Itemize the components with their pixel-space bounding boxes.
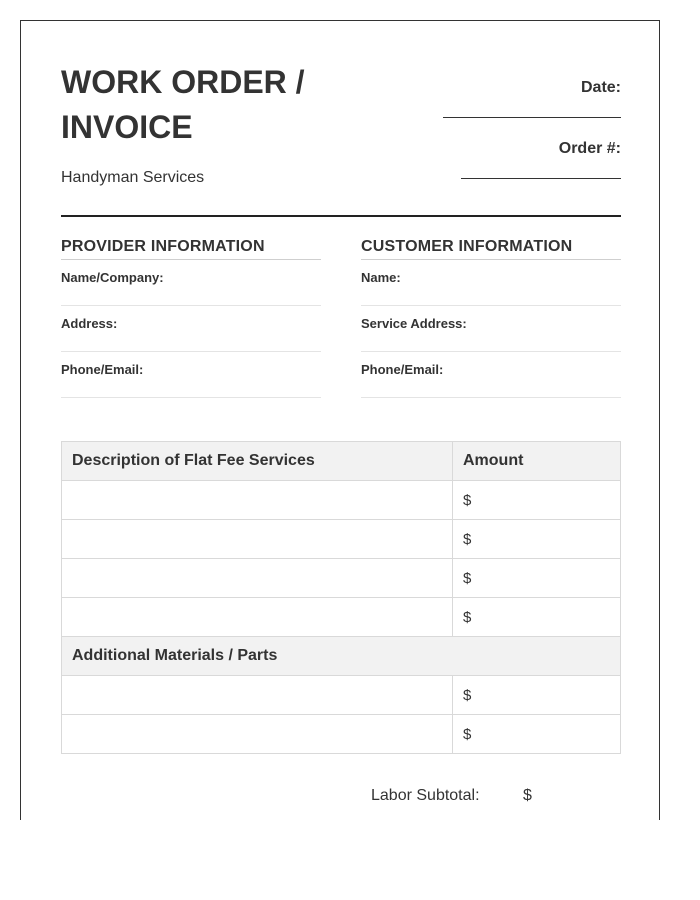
date-field[interactable] — [443, 117, 621, 118]
service-description-cell[interactable] — [62, 559, 453, 598]
title-line-1: WORK ORDER / — [61, 64, 305, 100]
table-row — [62, 559, 621, 598]
service-amount-cell[interactable] — [453, 481, 621, 520]
header-divider — [61, 215, 621, 217]
services-table — [61, 441, 621, 754]
table-row — [62, 481, 621, 520]
document-subtitle: Handyman Services — [61, 169, 205, 186]
amount-column-header: Amount — [453, 442, 621, 481]
table-row — [62, 598, 621, 637]
customer-service-address-field[interactable] — [361, 306, 621, 352]
provider-address-field[interactable] — [61, 306, 321, 352]
table-row — [62, 715, 621, 754]
document-title — [61, 60, 361, 150]
customer-heading: CUSTOMER INFORMATION — [361, 238, 621, 260]
customer-phone-email-label: Phone/Email: — [361, 362, 444, 377]
provider-name-field[interactable] — [61, 260, 321, 306]
order-number-label: Order #: — [558, 140, 621, 157]
customer-name-field[interactable] — [361, 260, 621, 306]
provider-phone-email-label: Phone/Email: — [61, 362, 144, 377]
provider-name-label: Name/Company: — [61, 270, 164, 285]
material-amount-cell[interactable] — [453, 676, 621, 715]
service-description-cell[interactable] — [62, 481, 453, 520]
service-description-cell[interactable] — [62, 598, 453, 637]
order-number-field[interactable] — [461, 178, 621, 179]
customer-service-address-label: Service Address: — [361, 316, 467, 331]
customer-phone-email-field[interactable] — [361, 352, 621, 398]
table-header-row — [62, 442, 621, 481]
currency-symbol: $ — [463, 530, 472, 548]
provider-phone-email-field[interactable] — [61, 352, 321, 398]
service-amount-cell[interactable] — [453, 520, 621, 559]
labor-subtotal-value[interactable]: $ — [523, 787, 532, 804]
currency-symbol: $ — [463, 491, 472, 509]
description-column-header: Description of Flat Fee Services — [62, 442, 453, 481]
material-description-cell[interactable] — [62, 676, 453, 715]
service-amount-cell[interactable] — [453, 559, 621, 598]
date-label: Date: — [580, 79, 621, 96]
currency-symbol: $ — [463, 686, 472, 704]
provider-address-label: Address: — [61, 316, 118, 331]
service-description-cell[interactable] — [62, 520, 453, 559]
provider-heading: PROVIDER INFORMATION — [61, 238, 321, 260]
materials-section-heading: Additional Materials / Parts — [62, 637, 621, 676]
material-amount-cell[interactable] — [453, 715, 621, 754]
provider-information-section — [61, 238, 321, 398]
customer-name-label: Name: — [361, 270, 401, 285]
invoice-page — [20, 20, 660, 820]
labor-subtotal-label: Labor Subtotal: — [371, 787, 480, 804]
currency-symbol: $ — [463, 725, 472, 743]
customer-information-section — [361, 238, 621, 398]
table-row — [62, 520, 621, 559]
table-row — [62, 676, 621, 715]
service-amount-cell[interactable] — [453, 598, 621, 637]
materials-section-row — [62, 637, 621, 676]
title-line-2: INVOICE — [61, 109, 193, 145]
currency-symbol: $ — [463, 569, 472, 587]
currency-symbol: $ — [463, 608, 472, 626]
material-description-cell[interactable] — [62, 715, 453, 754]
